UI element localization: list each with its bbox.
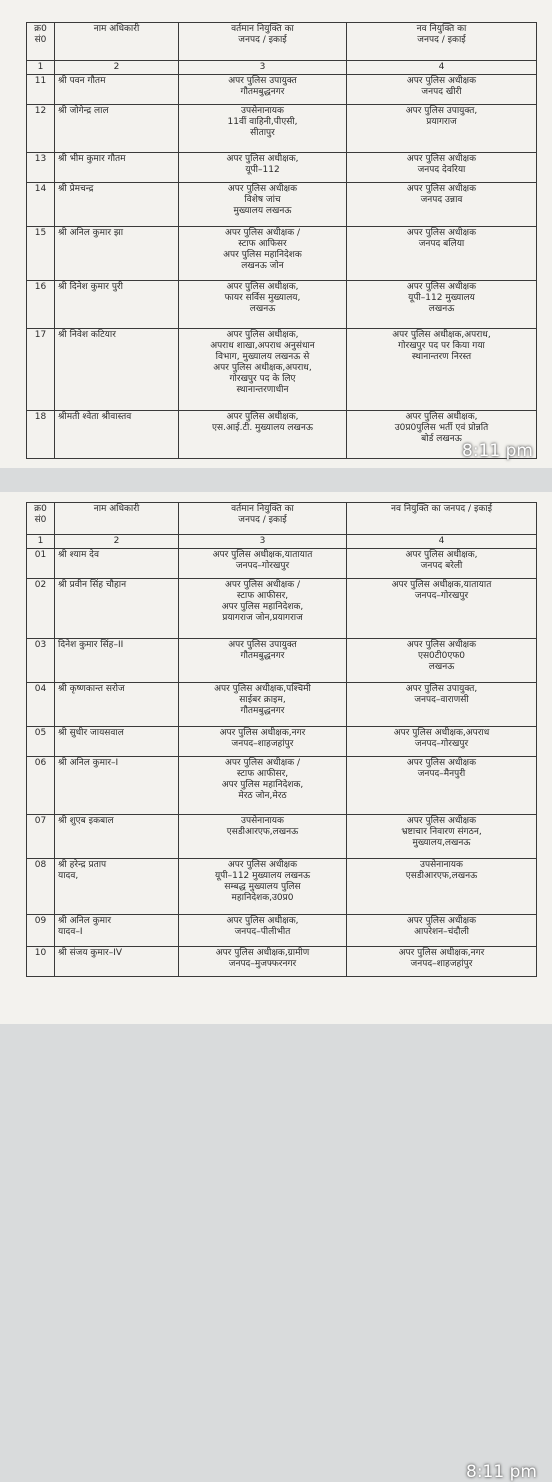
serial-number-cell: 14 bbox=[27, 183, 55, 227]
officer-name-cell: श्री श्याम देव bbox=[55, 549, 179, 579]
new-posting-cell: अपर पुलिस अधीक्षक,नगर जनपद–शाहजहांपुर bbox=[347, 947, 537, 977]
column-number: 4 bbox=[347, 535, 537, 549]
officer-name-cell: श्री प्रेमचन्द्र bbox=[55, 183, 179, 227]
current-posting-cell: अपर पुलिस अधीक्षक विशेष जांच मुख्यालय लखनऊ bbox=[179, 183, 347, 227]
header-current-posting: वर्तमान नियुक्ति का जनपद / इकाई bbox=[179, 503, 347, 535]
officer-name-cell: श्री भीम कुमार गौतम bbox=[55, 153, 179, 183]
table-row bbox=[27, 153, 537, 183]
serial-number-cell: 08 bbox=[27, 859, 55, 915]
table-row bbox=[27, 183, 537, 227]
new-posting-cell: अपर पुलिस उपायुक्त, प्रयागराज bbox=[347, 105, 537, 153]
column-number: 1 bbox=[27, 535, 55, 549]
officer-name-cell: दिनेश कुमार सिंह–II bbox=[55, 639, 179, 683]
new-posting-cell: अपर पुलिस अधीक्षक,यातायात जनपद–गोरखपुर bbox=[347, 579, 537, 639]
document-page-1 bbox=[0, 0, 552, 468]
header-new-posting: नव नियुक्ति का जनपद / इकाई bbox=[347, 23, 537, 61]
table-row bbox=[27, 859, 537, 915]
table-row bbox=[27, 329, 537, 411]
table-row bbox=[27, 757, 537, 815]
screenshot-timestamp: 8:11 pm bbox=[466, 1462, 537, 1482]
officer-name-cell: श्री संजय कुमार–IV bbox=[55, 947, 179, 977]
new-posting-cell: अपर पुलिस उपायुक्त, जनपद–वाराणसी bbox=[347, 683, 537, 727]
header-serial-number: क्र0 सं0 bbox=[27, 503, 55, 535]
current-posting-cell: अपर पुलिस अधीक्षक / स्टाफ आफीसर, अपर पुलिस महानिदेशक, प्रयागराज जोन,प्रयागराज bbox=[179, 579, 347, 639]
officer-name-cell: श्री अनिल कुमार–I bbox=[55, 757, 179, 815]
serial-number-cell: 11 bbox=[27, 75, 55, 105]
officer-name-cell: श्री अनिल कुमार यादव–I bbox=[55, 915, 179, 947]
current-posting-cell: अपर पुलिस अधीक्षक / स्टाफ आफिसर अपर पुलिस महानिदेशक लखनऊ जोन bbox=[179, 227, 347, 281]
column-number: 2 bbox=[55, 535, 179, 549]
screenshot-timestamp: 8:11 pm bbox=[462, 441, 533, 461]
officer-name-cell: श्रीमती श्वेता श्रीवास्तव bbox=[55, 411, 179, 459]
serial-number-cell: 02 bbox=[27, 579, 55, 639]
serial-number-cell: 07 bbox=[27, 815, 55, 859]
column-number-row bbox=[27, 61, 537, 75]
serial-number-cell: 16 bbox=[27, 281, 55, 329]
serial-number-cell: 12 bbox=[27, 105, 55, 153]
table-row bbox=[27, 549, 537, 579]
officer-name-cell: श्री अनिल कुमार झा bbox=[55, 227, 179, 281]
table-row bbox=[27, 915, 537, 947]
table-row bbox=[27, 727, 537, 757]
current-posting-cell: अपर पुलिस अधीक्षक, फायर सर्विस मुख्यालय, लखनऊ bbox=[179, 281, 347, 329]
new-posting-cell: अपर पुलिस अधीक्षक,अपराध जनपद–गोरखपुर bbox=[347, 727, 537, 757]
new-posting-cell: अपर पुलिस अधीक्षक यूपी–112 मुख्यालय लखनऊ bbox=[347, 281, 537, 329]
header-new-posting: नव नियुक्ति का जनपद / इकाई bbox=[347, 503, 537, 535]
new-posting-cell: उपसेनानायक एसडीआरएफ,लखनऊ bbox=[347, 859, 537, 915]
current-posting-cell: अपर पुलिस अधीक्षक,ग्रामीण जनपद–मुजफ्फरनगर bbox=[179, 947, 347, 977]
current-posting-cell: अपर पुलिस उपायुक्त गौतमबुद्धनगर bbox=[179, 75, 347, 105]
current-posting-cell: अपर पुलिस अधीक्षक,नगर जनपद–शाहजहांपुर bbox=[179, 727, 347, 757]
column-number: 4 bbox=[347, 61, 537, 75]
serial-number-cell: 04 bbox=[27, 683, 55, 727]
transfer-table-2-body bbox=[27, 549, 537, 977]
serial-number-cell: 03 bbox=[27, 639, 55, 683]
table-row bbox=[27, 683, 537, 727]
table-header-row bbox=[27, 23, 537, 61]
current-posting-cell: अपर पुलिस उपायुक्त गौतमबुद्धनगर bbox=[179, 639, 347, 683]
serial-number-cell: 18 bbox=[27, 411, 55, 459]
officer-name-cell: श्री निवेश कटियार bbox=[55, 329, 179, 411]
table-row bbox=[27, 281, 537, 329]
current-posting-cell: अपर पुलिस अधीक्षक,पश्चिमी साईबर क्राइम, गौतमबुद्धनगर bbox=[179, 683, 347, 727]
serial-number-cell: 13 bbox=[27, 153, 55, 183]
current-posting-cell: अपर पुलिस अधीक्षक, एस.आई.टी. मुख्यालय लखनऊ bbox=[179, 411, 347, 459]
current-posting-cell: अपर पुलिस अधीक्षक / स्टाफ आफीसर, अपर पुलिस महानिदेशक, मेरठ जोन,मेरठ bbox=[179, 757, 347, 815]
header-serial-number: क्र0 सं0 bbox=[27, 23, 55, 61]
new-posting-cell: अपर पुलिस अधीक्षक जनपद देवरिया bbox=[347, 153, 537, 183]
table-row bbox=[27, 639, 537, 683]
transfer-table-1-body bbox=[27, 75, 537, 459]
new-posting-cell: अपर पुलिस अधीक्षक जनपद खीरी bbox=[347, 75, 537, 105]
column-number-row bbox=[27, 535, 537, 549]
new-posting-cell: अपर पुलिस अधीक्षक भ्रष्टाचार निवारण संगठन, मुख्यालय,लखनऊ bbox=[347, 815, 537, 859]
current-posting-cell: उपसेनानायक 11वीं वाहिनी,पीएसी, सीतापुर bbox=[179, 105, 347, 153]
officer-name-cell: श्री हरेन्द्र प्रताप यादव, bbox=[55, 859, 179, 915]
transfer-table-2 bbox=[26, 502, 537, 977]
table-row bbox=[27, 75, 537, 105]
new-posting-cell: अपर पुलिस अधीक्षक जनपद बलिया bbox=[347, 227, 537, 281]
officer-name-cell: श्री पवन गौतम bbox=[55, 75, 179, 105]
table-row bbox=[27, 579, 537, 639]
table-row bbox=[27, 227, 537, 281]
transfer-table-1 bbox=[26, 22, 537, 459]
officer-name-cell: श्री शुएब इकबाल bbox=[55, 815, 179, 859]
current-posting-cell: अपर पुलिस अधीक्षक, जनपद–पीलीभीत bbox=[179, 915, 347, 947]
new-posting-cell: अपर पुलिस अधीक्षक, उ0प्र0पुलिस भर्ती एवं प्रोन्नति बोर्ड लखनऊ bbox=[347, 411, 537, 459]
officer-name-cell: श्री सुधीर जायसवाल bbox=[55, 727, 179, 757]
header-current-posting: वर्तमान नियुक्ति का जनपद / इकाई bbox=[179, 23, 347, 61]
column-number: 3 bbox=[179, 535, 347, 549]
serial-number-cell: 05 bbox=[27, 727, 55, 757]
table-row bbox=[27, 105, 537, 153]
officer-name-cell: श्री दिनेश कुमार पुरी bbox=[55, 281, 179, 329]
column-number: 2 bbox=[55, 61, 179, 75]
document-page-2 bbox=[0, 492, 552, 1482]
current-posting-cell: अपर पुलिस अधीक्षक, यूपी–112 bbox=[179, 153, 347, 183]
officer-name-cell: श्री जोगेन्द्र लाल bbox=[55, 105, 179, 153]
new-posting-cell: अपर पुलिस अधीक्षक आपरेशन–चंदौली bbox=[347, 915, 537, 947]
serial-number-cell: 06 bbox=[27, 757, 55, 815]
table-row bbox=[27, 947, 537, 977]
serial-number-cell: 09 bbox=[27, 915, 55, 947]
serial-number-cell: 01 bbox=[27, 549, 55, 579]
new-posting-cell: अपर पुलिस अधीक्षक जनपद उन्नाव bbox=[347, 183, 537, 227]
table-row bbox=[27, 411, 537, 459]
officer-name-cell: श्री प्रवीन सिंह चौहान bbox=[55, 579, 179, 639]
current-posting-cell: अपर पुलिस अधीक्षक यूपी–112 मुख्यालय लखनऊ सम्बद्ध मुख्यालय पुलिस महानिदेशक,उ0प्र0 bbox=[179, 859, 347, 915]
current-posting-cell: अपर पुलिस अधीक्षक,यातायात जनपद–गोरखपुर bbox=[179, 549, 347, 579]
new-posting-cell: अपर पुलिस अधीक्षक जनपद–मैनपुरी bbox=[347, 757, 537, 815]
header-officer-name: नाम अधिकारी bbox=[55, 503, 179, 535]
current-posting-cell: उपसेनानायक एसडीआरएफ,लखनऊ bbox=[179, 815, 347, 859]
current-posting-cell: अपर पुलिस अधीक्षक, अपराध शाखा,अपराध अनुसंधान विभाग, मुख्यालय लखनऊ से अपर पुलिस अधीक्षक,अपराध, गोरखपुर पद के लिए स्थानान्तरणाधीन bbox=[179, 329, 347, 411]
new-posting-cell: अपर पुलिस अधीक्षक एस0टी0एफ0 लखनऊ bbox=[347, 639, 537, 683]
table-header-row bbox=[27, 503, 537, 535]
serial-number-cell: 15 bbox=[27, 227, 55, 281]
new-posting-cell: अपर पुलिस अधीक्षक, जनपद बरेली bbox=[347, 549, 537, 579]
serial-number-cell: 10 bbox=[27, 947, 55, 977]
serial-number-cell: 17 bbox=[27, 329, 55, 411]
column-number: 1 bbox=[27, 61, 55, 75]
new-posting-cell: अपर पुलिस अधीक्षक,अपराध, गोरखपुर पद पर किया गया स्थानान्तरण निरस्त bbox=[347, 329, 537, 411]
column-number: 3 bbox=[179, 61, 347, 75]
officer-name-cell: श्री कृष्णकान्त सरोज bbox=[55, 683, 179, 727]
table-row bbox=[27, 815, 537, 859]
header-officer-name: नाम अधिकारी bbox=[55, 23, 179, 61]
